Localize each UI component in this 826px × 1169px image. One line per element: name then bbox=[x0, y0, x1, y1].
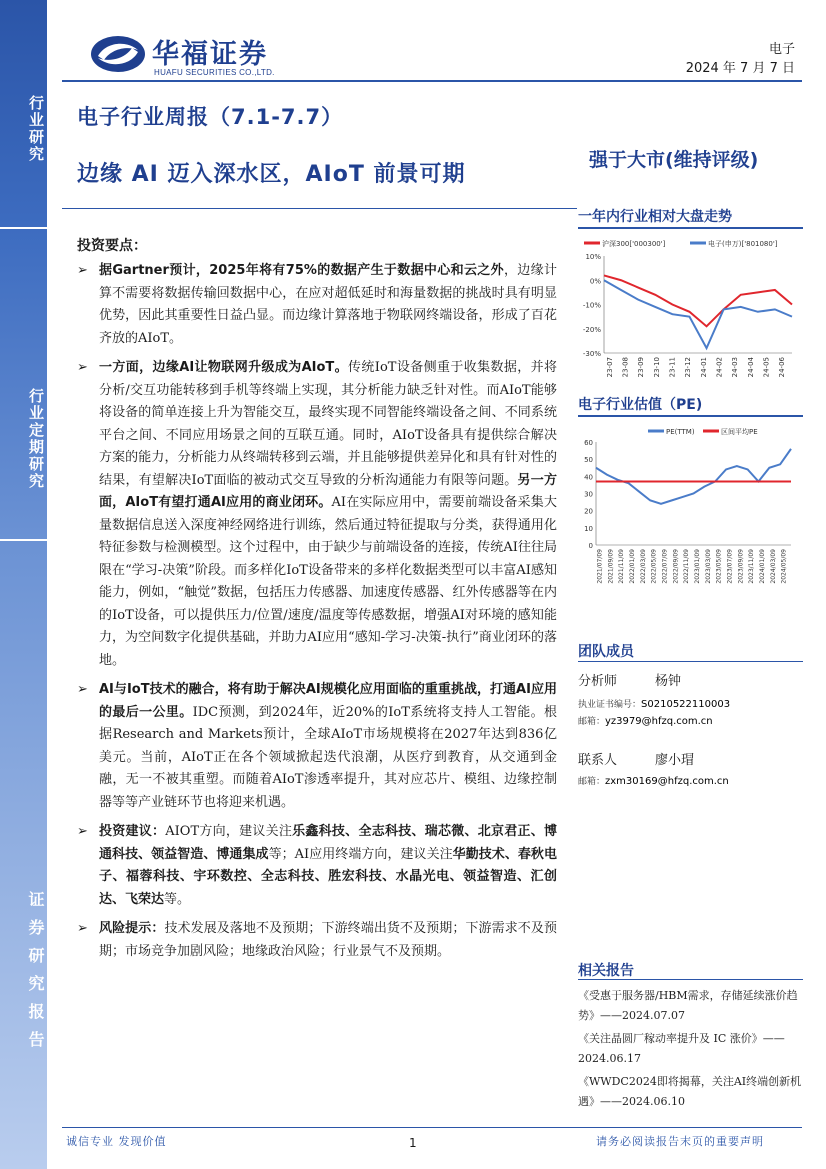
key-points-body bbox=[77, 260, 557, 970]
logo-english-name: HUAFU SECURITIES CO.,LTD. bbox=[154, 68, 275, 77]
related-title-line bbox=[578, 979, 803, 980]
bullet-5-text: 技术发展及落地不及预期；下游终端出货不及预期；下游需求不及预期；市场竞争加剧风险；地缘政治风险；行业景气不及预期。 bbox=[99, 921, 557, 959]
logo-emblem-icon bbox=[88, 30, 148, 78]
key-points-heading: 投资要点： bbox=[77, 238, 147, 254]
sidebar-label-industry-research: 行业研究 bbox=[0, 0, 47, 227]
x-tick-label: 2023/01/09 bbox=[693, 549, 701, 584]
bullet-3 bbox=[77, 679, 557, 814]
y-tick-label: -30% bbox=[582, 350, 601, 358]
y-tick-label: 10 bbox=[584, 524, 593, 533]
sidebar-label-periodic-research: 行业定期研究 bbox=[0, 229, 47, 539]
x-tick-label: 2023/09/09 bbox=[737, 549, 745, 584]
x-tick-label: 2023/07/09 bbox=[726, 549, 734, 584]
page-number: 1 bbox=[409, 1136, 417, 1150]
analyst-name: 杨钟 bbox=[655, 674, 682, 689]
title-divider bbox=[62, 208, 577, 209]
x-tick-label: 2022/07/09 bbox=[661, 549, 669, 584]
bullet-4 bbox=[77, 821, 557, 911]
bullet-4-label: 投资建议： bbox=[99, 824, 166, 839]
rel-chart-title: 一年内行业相对大盘走势 bbox=[578, 209, 732, 225]
x-tick-label: 23-12 bbox=[684, 357, 693, 378]
y-tick-label: 50 bbox=[584, 456, 593, 465]
left-sidebar bbox=[0, 0, 47, 1169]
related-list bbox=[578, 986, 803, 1115]
x-tick-label: 2022/03/09 bbox=[639, 549, 647, 584]
bullet-1-bold: 据Gartner预计，2025年将有75%的数据产生于数据中心和云之外 bbox=[99, 263, 504, 278]
contact-email[interactable]: zxm30169@hfzq.com.cn bbox=[605, 776, 729, 787]
y-tick-label: 60 bbox=[584, 439, 593, 447]
rel-chart-svg bbox=[578, 236, 803, 386]
x-tick-label: 2023/05/09 bbox=[715, 549, 723, 584]
company-logo bbox=[88, 30, 308, 80]
header-divider bbox=[62, 80, 802, 82]
x-tick-label: 24-01 bbox=[699, 357, 708, 378]
x-tick-label: 2024/03/09 bbox=[769, 549, 777, 584]
pe-chart-plot bbox=[584, 439, 791, 584]
related-report-1[interactable]: 《受惠于服务器/HBM需求，存储延续涨价趋势》——2024.07.07 bbox=[578, 989, 798, 1022]
rel-chart-plot bbox=[583, 253, 792, 377]
x-tick-label: 2021/11/09 bbox=[618, 549, 626, 584]
contact-row bbox=[578, 749, 803, 768]
x-tick-label: 23-07 bbox=[605, 357, 614, 378]
analyst-cert: S0210522110003 bbox=[641, 699, 731, 710]
pe-chart bbox=[578, 424, 803, 606]
bullet-4-text-a: AIOT方向，建议关注 bbox=[165, 824, 293, 839]
series-line-1 bbox=[596, 449, 791, 504]
y-tick-label: 20 bbox=[584, 507, 593, 516]
y-tick-label: 30 bbox=[584, 490, 593, 499]
pe-chart-svg bbox=[578, 424, 803, 606]
x-tick-label: 2022/01/09 bbox=[628, 549, 636, 584]
related-report-3[interactable]: 《WWDC2024即将揭幕，关注AI终端创新机遇》——2024.06.10 bbox=[578, 1075, 802, 1108]
x-tick-label: 23-10 bbox=[652, 357, 661, 378]
analyst-email-row bbox=[578, 714, 803, 727]
x-tick-label: 2021/07/09 bbox=[596, 549, 604, 584]
series-line-1 bbox=[604, 275, 792, 326]
x-tick-label: 24-02 bbox=[715, 357, 724, 378]
analyst-email-label: 邮箱： bbox=[578, 717, 606, 727]
series-line-2 bbox=[604, 280, 792, 348]
contact-role: 联系人 bbox=[578, 753, 618, 768]
x-tick-label: 2022/09/09 bbox=[672, 549, 680, 584]
bullet-4-text-b: 等；AI应用终端方向，建议关注 bbox=[268, 846, 453, 862]
report-title: 电子行业周报（7.1-7.7） bbox=[77, 105, 344, 129]
y-tick-label: 40 bbox=[584, 473, 593, 482]
team-title: 团队成员 bbox=[578, 644, 634, 660]
contact-email-label: 邮箱： bbox=[578, 777, 606, 787]
bullet-2-bold-b: 另一方面，AIoT有望打通AI应用的商业闭环。 bbox=[99, 472, 557, 510]
rel-legend-hs300: 沪深300['000300'] bbox=[602, 240, 666, 248]
bullet-2 bbox=[77, 357, 557, 672]
bullet-4-companies-a: 乐鑫科技、全志科技、瑞芯微、北京君正、博通科技、领益智造、博通集成 bbox=[99, 824, 557, 862]
pe-chart-title-line bbox=[578, 415, 803, 417]
contact-name: 廖小瑁 bbox=[655, 753, 695, 768]
x-tick-label: 23-11 bbox=[668, 357, 677, 378]
contact-email-row bbox=[578, 774, 803, 787]
x-tick-label: 23-08 bbox=[621, 357, 630, 378]
y-tick-label: 0% bbox=[589, 277, 601, 286]
bullet-2-text-b: AI在实际应用中，需要前端设备采集大量数据信息送入深度神经网络进行训练，然后通过特征提取与分类，获得通用化特征参数与检测模型。这个过程中，由于缺少与前端设备的连接，传统AI往往局限在“学习-决策”阶段。而多样化IoT设备带来的多样化数据类型可以丰富AI感知能力，例如，“触觉”数据，包括压力传感器、加速度传感器、红外传感器等在内的IoT设备，可以提供压力/位置/速度/温度等传感数据，增强AI对环境的感知能力，为空间数字化提供基础，并助力AI应用“感知-学习-决策-执行”商业闭环的落地。 bbox=[99, 495, 557, 668]
y-tick-label: 10% bbox=[585, 253, 601, 261]
x-tick-label: 2022/05/09 bbox=[650, 549, 658, 584]
bullet-5 bbox=[77, 918, 557, 963]
pe-legend-avg: 区间平均PE bbox=[721, 428, 758, 436]
x-tick-label: 2021/09/09 bbox=[607, 549, 615, 584]
rel-chart bbox=[578, 236, 803, 386]
team-title-line bbox=[578, 661, 803, 662]
x-tick-label: 2022/11/09 bbox=[683, 549, 691, 584]
pe-legend-pe: PE(TTM) bbox=[666, 428, 695, 436]
y-tick-label: -20% bbox=[582, 325, 601, 334]
x-tick-label: 23-09 bbox=[637, 357, 646, 378]
bullet-4-companies-b: 华勤技术、春秋电子、福蓉科技、宇环数控、全志科技、胜宏科技、水晶光电、领益智造、汇创达、飞荣达 bbox=[99, 846, 557, 907]
x-tick-label: 24-04 bbox=[746, 357, 755, 378]
cert-label: 执业证书编号： bbox=[578, 700, 642, 710]
report-subtitle: 边缘 AI 迈入深水区，AIoT 前景可期 bbox=[77, 162, 466, 187]
bullet-3-text: IDC预测，到2024年，近20%的IoT系统将支持人工智能。根据Research and Markets预计，全球AIoT市场规模将在2027年达到836亿美元。当前，AIoT正在各个领域掀起迭代浪潮，从医疗到教育，从交通到金融，无一不被其重塑。而随着AIoT渗透率提升，其对应芯片、模组、边缘控制器等等产业链环节也将迎来机遇。 bbox=[99, 704, 557, 810]
logo-chinese-name: 华福证券 bbox=[152, 39, 268, 70]
x-tick-label: 24-06 bbox=[778, 357, 787, 378]
bullet-5-label: 风险提示： bbox=[99, 921, 165, 936]
bullet-4-text-c: 等。 bbox=[164, 891, 191, 907]
analyst-cert-row bbox=[578, 697, 803, 710]
rel-legend-elec: 电子(申万)['801080'] bbox=[708, 240, 778, 248]
analyst-role: 分析师 bbox=[578, 674, 618, 689]
sidebar-label-securities-report: 证券研究报告 bbox=[0, 541, 47, 1169]
bullet-2-text-a: 传统IoT设备侧重于收集数据，并将分析/交互功能转移到手机等终端上实现，其分析能力缺乏针对性。而AIoT能够将设备的简单连接上升为智能交互，最终实现不同智能终端设备之间、不同系统平台之间、不同应用场景之间的互联互通。同时，AIoT设备具有提供综合解决方案的能力，分析能力从终端转移到云端，并且能够提供差异化和具有针对性的结果，有望解决IoT面临的被动式交互导致的分析沟通能力有限等问题。 bbox=[99, 360, 557, 488]
bullet-1-text: ，边缘计算不需要将数据传输回数据中心，在应对超低延时和海量数据的挑战时具有明显优势，因此其重要性日益凸显。而边缘计算落地于物联网终端设备，形成了百花齐放的AIoT。 bbox=[99, 263, 557, 346]
team-block bbox=[578, 670, 803, 787]
bullet-1 bbox=[77, 260, 557, 350]
pe-chart-title: 电子行业估值（PE) bbox=[578, 397, 703, 413]
analyst-email[interactable]: yz3979@hfzq.com.cn bbox=[605, 716, 713, 727]
y-tick-label: -10% bbox=[582, 301, 601, 310]
header-industry: 电子 bbox=[768, 42, 795, 57]
related-title: 相关报告 bbox=[578, 963, 634, 979]
header-meta bbox=[686, 40, 795, 78]
footer-divider bbox=[62, 1127, 802, 1128]
y-tick-label: 0 bbox=[588, 542, 593, 550]
x-tick-label: 2024/01/09 bbox=[758, 549, 766, 584]
related-report-2[interactable]: 《关注晶圆厂稼动率提升及 IC 涨价》——2024.06.17 bbox=[578, 1032, 785, 1065]
footer-slogan: 诚信专业 发现价值 bbox=[66, 1135, 167, 1148]
footer-disclaimer: 请务必阅读报告末页的重要声明 bbox=[596, 1135, 764, 1148]
x-tick-label: 2023/03/09 bbox=[704, 549, 712, 584]
bullet-2-bold-a: 一方面，边缘AI让物联网升级成为AIoT。 bbox=[99, 360, 349, 375]
rel-chart-title-line bbox=[578, 227, 803, 229]
x-tick-label: 24-03 bbox=[731, 357, 740, 378]
x-tick-label: 2023/11/09 bbox=[748, 549, 756, 584]
header-date: 2024 年 7 月 7 日 bbox=[685, 61, 795, 76]
rating-badge: 强于大市(维持评级) bbox=[589, 149, 759, 171]
x-tick-label: 24-05 bbox=[762, 357, 771, 378]
x-tick-label: 2024/05/09 bbox=[780, 549, 788, 584]
bullet-3-bold: AI与IoT技术的融合，将有助于解决AI规模化应用面临的重重挑战，打通AI应用的最后一公里。 bbox=[99, 682, 557, 720]
analyst-row bbox=[578, 670, 803, 689]
